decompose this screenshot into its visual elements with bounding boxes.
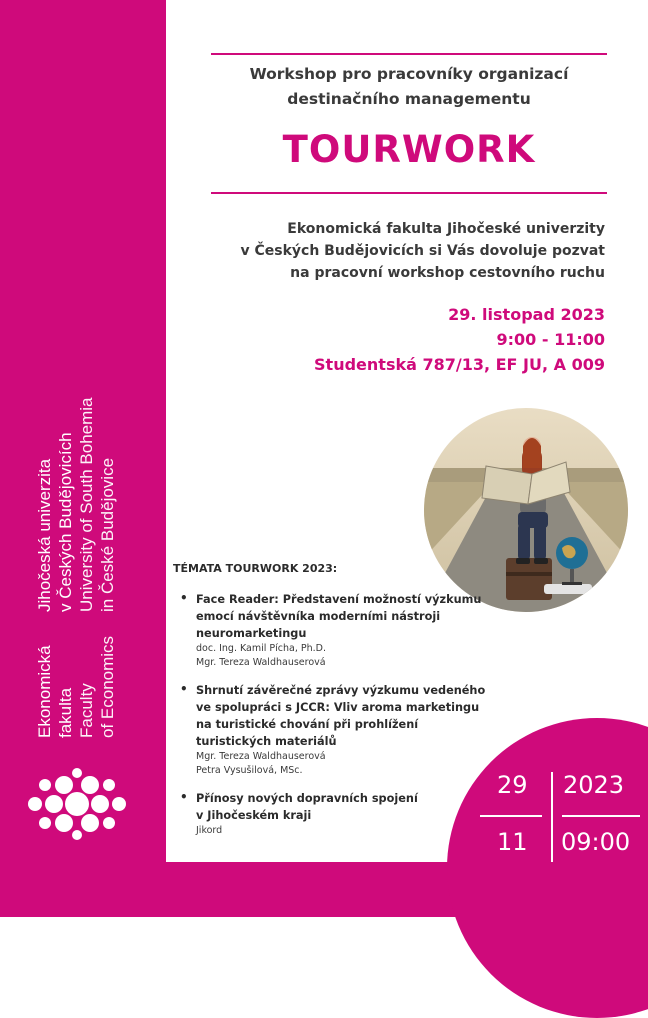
event-time: 9:00 - 11:00 <box>496 330 605 349</box>
topic-title: Face Reader: Představení možností výzkumu emocí návštěvníka moderními nástroji neuromarketingu <box>196 593 482 640</box>
date-year: 2023 <box>563 771 625 799</box>
invitation-line2: v Českých Budějovicích si Vás dovoluje pozvat <box>240 243 605 259</box>
university-line2: v Českých Budějovicích <box>56 432 75 612</box>
topic-speaker: doc. Ing. Kamil Pícha, Ph.D. <box>196 643 327 654</box>
university-line1: Jihočeská univerzita <box>35 458 54 612</box>
invitation-line1: Ekonomická fakulta Jihočeské univerzity <box>287 221 605 237</box>
topic-speaker: Petra Vysušilová, MSc. <box>196 765 303 776</box>
topic-speaker: Mgr. Tereza Waldhauserová <box>196 751 326 762</box>
university-logo-icon <box>26 768 128 840</box>
date-badge-divider-left <box>480 815 542 817</box>
faculty-en-line2: of Economics <box>98 635 117 738</box>
bullet: • <box>180 682 188 696</box>
topics-heading: TÉMATA TOURWORK 2023: <box>173 562 338 575</box>
top-divider <box>211 53 607 55</box>
event-place: Studentská 787/13, EF JU, A 009 <box>314 355 605 374</box>
subtitle-line2: destinačního managementu <box>287 90 531 108</box>
event-info <box>245 302 605 377</box>
bullet: • <box>180 790 188 804</box>
faculty-line1: Ekonomická <box>35 645 54 738</box>
university-en-line2: in České Budějovice <box>98 457 117 612</box>
list-item <box>180 591 510 670</box>
page-title: TOURWORK <box>282 128 536 171</box>
workshop-subtitle <box>211 62 607 112</box>
bottom-divider <box>211 192 607 194</box>
topic-speaker: Mgr. Tereza Waldhauserová <box>196 657 326 668</box>
event-date: 29. listopad 2023 <box>448 305 605 324</box>
date-badge-divider-right <box>562 815 640 817</box>
traveler-photo <box>424 408 628 612</box>
subtitle-line1: Workshop pro pracovníky organizací <box>249 65 569 83</box>
faculty-line2: fakulta <box>56 687 75 738</box>
date-day: 29 <box>497 771 528 799</box>
university-name <box>34 398 118 613</box>
topic-speaker: Jikord <box>196 825 223 836</box>
university-en-line1: University of South Bohemia <box>77 397 96 612</box>
invitation-line3: na pracovní workshop cestovního ruchu <box>290 265 605 281</box>
faculty-name <box>34 636 118 738</box>
date-badge-vertical-divider <box>551 772 553 862</box>
date-month: 11 <box>497 828 528 856</box>
bullet: • <box>180 591 188 605</box>
faculty-en-line1: Faculty <box>77 683 96 738</box>
list-item <box>180 682 510 778</box>
topic-title: Shrnutí závěrečné zprávy výzkumu vedeného ve spolupráci s JCCR: Vliv aroma marketingu na turistické chování při prohlížení turistických materiálů <box>196 684 486 748</box>
topic-title-line2: v Jihočeském kraji <box>196 809 312 822</box>
date-time: 09:00 <box>561 828 631 856</box>
invitation-text <box>205 218 605 284</box>
topic-title-line1: Přínosy nových dopravních spojení <box>196 792 418 805</box>
